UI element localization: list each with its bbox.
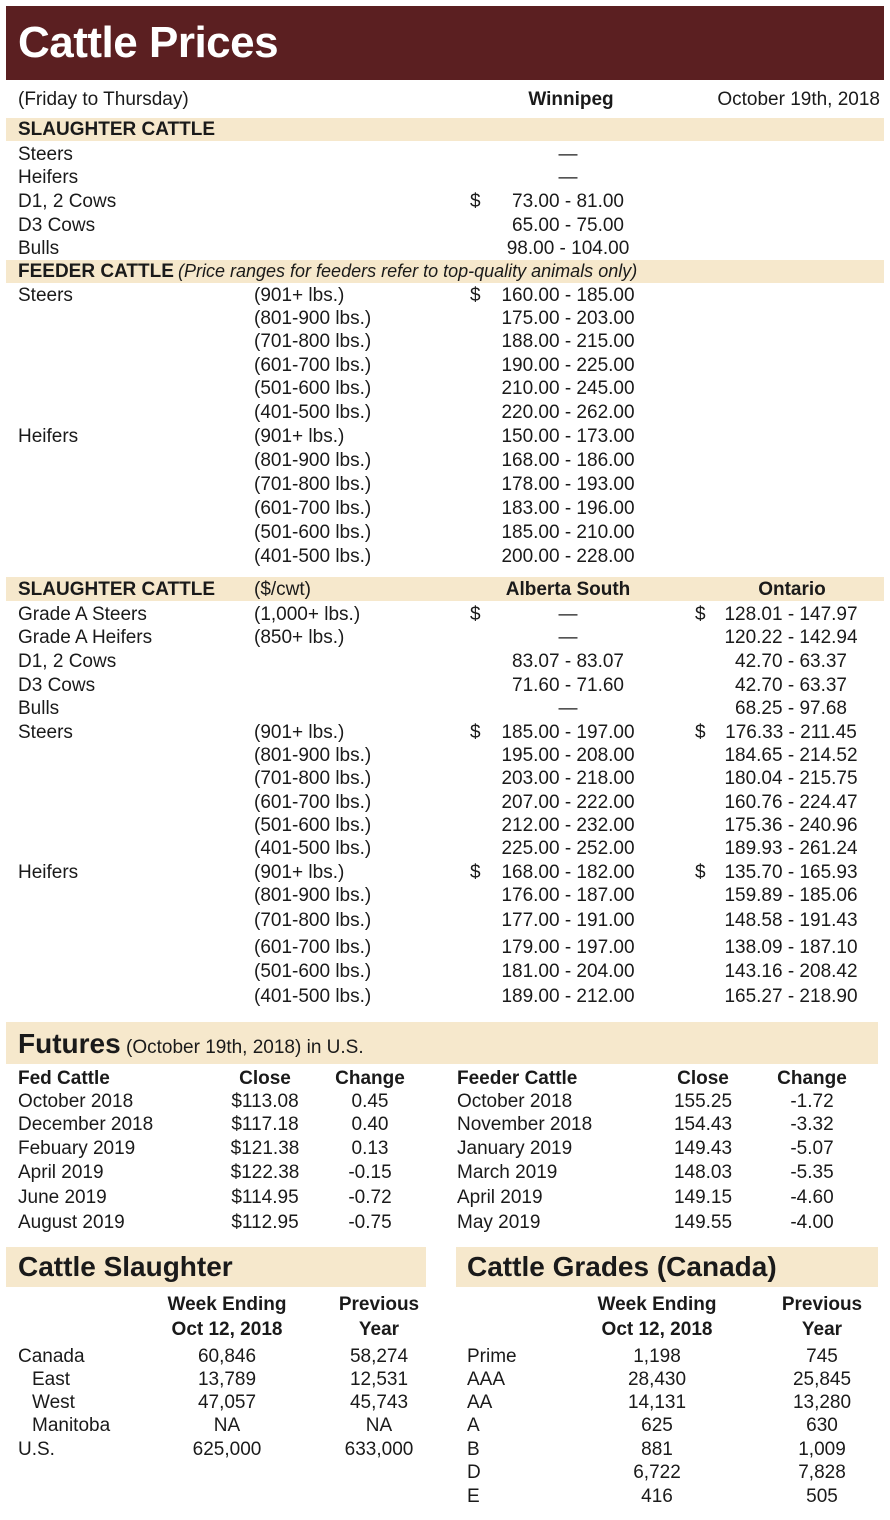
ontario-price: 165.27 - 218.90	[724, 986, 858, 1007]
table-row	[14, 473, 884, 496]
market-label: Winnipeg	[528, 89, 614, 110]
header-year: Year	[358, 1319, 400, 1340]
weight-class: (601-700 lbs.)	[254, 937, 372, 958]
price-range: 185.00 - 210.00	[501, 522, 635, 543]
header-change: Change	[335, 1068, 405, 1089]
table-row	[14, 237, 884, 260]
row-label: D1, 2 Cows	[18, 191, 117, 212]
row-label: A	[467, 1415, 480, 1436]
futures-change: -4.00	[790, 1212, 834, 1233]
ontario-price: 135.70 - 165.93	[724, 862, 858, 883]
header-date: Oct 12, 2018	[601, 1319, 713, 1340]
previous-value: 7,828	[798, 1462, 846, 1483]
futures-change: 0.40	[351, 1114, 389, 1135]
table-row	[14, 354, 884, 377]
row-label: B	[467, 1439, 480, 1460]
weight-class: (1,000+ lbs.)	[254, 604, 361, 625]
row-label: Steers	[18, 722, 73, 743]
table-row	[14, 1485, 884, 1508]
table-row	[14, 791, 884, 814]
weight-class: (401-500 lbs.)	[254, 546, 372, 567]
table-row	[14, 1090, 884, 1113]
futures-change: 0.13	[351, 1138, 389, 1159]
futures-month: October 2018	[18, 1091, 134, 1112]
ontario-price: 175.36 - 240.96	[724, 815, 858, 836]
weight-class: (901+ lbs.)	[254, 426, 345, 447]
week-value: 416	[641, 1486, 673, 1507]
dollar-sign: $	[695, 722, 706, 743]
alberta-price: 207.00 - 222.00	[501, 792, 635, 813]
table-row	[14, 1211, 884, 1234]
table-row	[14, 1438, 884, 1461]
weight-class: (601-700 lbs.)	[254, 355, 372, 376]
winnipeg-slaughter-heading: SLAUGHTER CATTLE	[18, 119, 216, 140]
futures-month: June 2019	[18, 1187, 107, 1208]
price-range: 220.00 - 262.00	[501, 402, 635, 423]
ontario-price: 184.65 - 214.52	[724, 745, 858, 766]
previous-value: 630	[806, 1415, 838, 1436]
row-label: AAA	[467, 1369, 506, 1390]
table-row	[14, 767, 884, 790]
regional-unit: ($/cwt)	[254, 579, 311, 600]
week-value: 28,430	[627, 1369, 687, 1390]
header-year: Year	[801, 1319, 843, 1340]
feeder-futures-header	[14, 1067, 884, 1090]
previous-value: 58,274	[349, 1346, 409, 1367]
futures-close: $113.08	[231, 1091, 299, 1112]
header-previous: Previous	[781, 1294, 863, 1315]
table-row	[14, 721, 884, 744]
ontario-price: 68.25 - 97.68	[735, 698, 847, 719]
futures-month: April 2019	[18, 1162, 104, 1183]
alberta-price: 225.00 - 252.00	[501, 838, 635, 859]
ontario-price: 143.16 - 208.42	[724, 961, 858, 982]
weight-class: (701-800 lbs.)	[254, 768, 372, 789]
alberta-price: —	[558, 604, 578, 625]
table-row	[14, 650, 884, 673]
row-label: Manitoba	[32, 1415, 111, 1436]
alberta-price: 195.00 - 208.00	[501, 745, 635, 766]
price-range: 65.00 - 75.00	[512, 215, 624, 236]
futures-change: -0.15	[348, 1162, 392, 1183]
alberta-price: 71.60 - 71.60	[512, 675, 624, 696]
week-value: 13,789	[197, 1369, 257, 1390]
weight-class: (401-500 lbs.)	[254, 402, 372, 423]
row-label: Heifers	[18, 862, 79, 883]
table-row	[14, 1113, 884, 1136]
alberta-price: 177.00 - 191.00	[501, 910, 635, 931]
table-row	[14, 626, 884, 649]
col-alberta-south: Alberta South	[505, 579, 631, 600]
table-row	[14, 307, 884, 330]
row-label: Bulls	[18, 238, 60, 259]
header-previous: Previous	[338, 1294, 420, 1315]
table-row	[14, 1391, 884, 1414]
row-label: D3 Cows	[18, 675, 96, 696]
price-range: 160.00 - 185.00	[501, 285, 635, 306]
dollar-sign: $	[470, 862, 481, 883]
weight-class: (601-700 lbs.)	[254, 792, 372, 813]
previous-value: 505	[806, 1486, 838, 1507]
futures-close: $117.18	[231, 1114, 299, 1135]
price-range: 200.00 - 228.00	[501, 546, 635, 567]
table-row	[14, 449, 884, 472]
week-value: 881	[641, 1439, 673, 1460]
table-row	[14, 401, 884, 424]
futures-month: December 2018	[18, 1114, 154, 1135]
weight-class: (901+ lbs.)	[254, 722, 345, 743]
table-row	[14, 884, 884, 907]
futures-month: November 2018	[457, 1114, 593, 1135]
previous-value: 745	[806, 1346, 838, 1367]
week-value: 625	[641, 1415, 673, 1436]
previous-value: 13,280	[792, 1392, 852, 1413]
price-range: 73.00 - 81.00	[512, 191, 624, 212]
price-range: 168.00 - 186.00	[501, 450, 635, 471]
table-row	[14, 697, 884, 720]
futures-close: $121.38	[230, 1138, 300, 1159]
previous-value: 25,845	[792, 1369, 852, 1390]
ontario-price: 160.76 - 224.47	[724, 792, 858, 813]
futures-change: -5.35	[790, 1162, 834, 1183]
ontario-price: 159.89 - 185.06	[724, 885, 858, 906]
ontario-price: 176.33 - 211.45	[725, 722, 857, 743]
price-range: —	[558, 144, 578, 165]
futures-title: Futures	[18, 1028, 121, 1059]
table-row	[14, 143, 884, 166]
table-row	[14, 814, 884, 837]
header-close: Close	[239, 1068, 291, 1089]
futures-month: March 2019	[457, 1162, 558, 1183]
row-label: Grade A Steers	[18, 604, 147, 625]
dollar-sign: $	[470, 191, 481, 212]
weight-class: (801-900 lbs.)	[254, 885, 372, 906]
row-label: AA	[467, 1392, 493, 1413]
row-label: D3 Cows	[18, 215, 96, 236]
futures-close: $114.95	[231, 1187, 299, 1208]
table-row	[14, 1414, 884, 1437]
row-label: Canada	[18, 1346, 85, 1367]
regional-heading: SLAUGHTER CATTLE	[18, 579, 216, 600]
futures-change: -3.32	[790, 1114, 834, 1135]
grades-header-2	[14, 1318, 884, 1341]
winnipeg-slaughter-heading-row	[14, 118, 884, 141]
futures-month: Febuary 2019	[18, 1138, 136, 1159]
table-row	[14, 1161, 884, 1184]
table-row	[14, 214, 884, 237]
week-value: 625,000	[192, 1439, 262, 1460]
header-date: Oct 12, 2018	[171, 1319, 283, 1340]
futures-change: -4.60	[790, 1187, 834, 1208]
ontario-price: 120.22 - 142.94	[724, 627, 858, 648]
table-row	[14, 425, 884, 448]
weight-class: (401-500 lbs.)	[254, 986, 372, 1007]
futures-change: -1.72	[790, 1091, 834, 1112]
price-range: 210.00 - 245.00	[501, 378, 635, 399]
grades-header-1	[14, 1293, 884, 1316]
table-row	[14, 545, 884, 568]
previous-value: 45,743	[349, 1392, 409, 1413]
weight-class: (701-800 lbs.)	[254, 331, 372, 352]
table-row	[14, 744, 884, 767]
ontario-price: 138.09 - 187.10	[724, 937, 858, 958]
weight-class: (801-900 lbs.)	[254, 308, 372, 329]
weight-class: (501-600 lbs.)	[254, 815, 372, 836]
week-value: 60,846	[197, 1346, 257, 1367]
header-month: Fed Cattle	[18, 1068, 110, 1089]
dollar-sign: $	[470, 285, 481, 306]
subhead-row	[14, 88, 884, 111]
table-row	[14, 837, 884, 860]
row-label: Steers	[18, 144, 73, 165]
weight-class: (501-600 lbs.)	[254, 378, 372, 399]
price-range: 188.00 - 215.00	[501, 331, 635, 352]
row-label: Prime	[467, 1346, 517, 1367]
table-row	[14, 330, 884, 353]
alberta-price: 168.00 - 182.00	[501, 862, 635, 883]
price-range: —	[558, 167, 578, 188]
futures-month: August 2019	[18, 1212, 125, 1233]
table-row	[14, 1345, 884, 1368]
week-value: 14,131	[627, 1392, 687, 1413]
futures-subtitle: (October 19th, 2018) in U.S.	[126, 1037, 364, 1058]
row-label: E	[467, 1486, 480, 1507]
futures-close: 155.25	[673, 1091, 733, 1112]
table-row	[14, 674, 884, 697]
page-title: Cattle Prices	[18, 18, 279, 67]
ontario-price: 42.70 - 63.37	[735, 651, 847, 672]
title-bar	[6, 6, 884, 80]
previous-value: 1,009	[798, 1439, 846, 1460]
row-label: East	[32, 1369, 71, 1390]
price-range: 175.00 - 203.00	[501, 308, 635, 329]
price-range: 178.00 - 193.00	[501, 474, 635, 495]
header-week-ending: Week Ending	[167, 1294, 287, 1315]
table-row	[14, 1461, 884, 1484]
futures-change: -0.75	[348, 1212, 392, 1233]
row-label: Steers	[18, 285, 73, 306]
table-row	[14, 1368, 884, 1391]
futures-month: October 2018	[457, 1091, 573, 1112]
futures-close: 154.43	[673, 1114, 733, 1135]
week-value: 6,722	[633, 1462, 681, 1483]
week-value: 47,057	[197, 1392, 257, 1413]
futures-close: $122.38	[230, 1162, 300, 1183]
ontario-price: 189.93 - 261.24	[724, 838, 858, 859]
weight-class: (801-900 lbs.)	[254, 450, 372, 471]
dollar-sign: $	[470, 722, 481, 743]
table-row	[14, 985, 884, 1008]
weight-class: (901+ lbs.)	[254, 862, 345, 883]
alberta-price: 189.00 - 212.00	[501, 986, 635, 1007]
futures-change: -0.72	[348, 1187, 392, 1208]
table-row	[14, 909, 884, 932]
table-row	[14, 284, 884, 307]
table-row	[14, 960, 884, 983]
previous-value: NA	[365, 1415, 393, 1436]
alberta-price: 185.00 - 197.00	[501, 722, 635, 743]
ontario-price: 148.58 - 191.43	[724, 910, 858, 931]
futures-month: April 2019	[457, 1187, 543, 1208]
alberta-price: 203.00 - 218.00	[501, 768, 635, 789]
grades-title: Cattle Grades (Canada)	[467, 1251, 777, 1282]
futures-close: 149.15	[673, 1187, 733, 1208]
table-row	[14, 377, 884, 400]
row-label: Bulls	[18, 698, 60, 719]
table-row	[14, 166, 884, 189]
row-label: West	[32, 1392, 75, 1413]
weight-class: (901+ lbs.)	[254, 285, 345, 306]
futures-close: 148.03	[673, 1162, 733, 1183]
table-row	[14, 497, 884, 520]
previous-value: 633,000	[344, 1439, 414, 1460]
weight-class: (850+ lbs.)	[254, 627, 345, 648]
week-value: NA	[213, 1415, 241, 1436]
row-label: Grade A Heifers	[18, 627, 153, 648]
futures-close: $112.95	[231, 1212, 299, 1233]
alberta-price: 176.00 - 187.00	[501, 885, 635, 906]
regional-heading-row	[14, 578, 884, 601]
row-label: D1, 2 Cows	[18, 651, 117, 672]
col-ontario: Ontario	[758, 579, 826, 600]
dollar-sign: $	[695, 604, 706, 625]
price-range: 183.00 - 196.00	[501, 498, 635, 519]
row-label: D	[467, 1462, 481, 1483]
previous-value: 12,531	[349, 1369, 409, 1390]
week-value: 1,198	[633, 1346, 681, 1367]
weight-class: (701-800 lbs.)	[254, 474, 372, 495]
feeder-heading-row	[14, 260, 884, 283]
futures-month: January 2019	[457, 1138, 573, 1159]
table-row	[14, 936, 884, 959]
period-label: (Friday to Thursday)	[18, 89, 189, 110]
weight-class: (701-800 lbs.)	[254, 910, 372, 931]
alberta-price: 212.00 - 232.00	[501, 815, 635, 836]
futures-change: -5.07	[790, 1138, 834, 1159]
weight-class: (601-700 lbs.)	[254, 498, 372, 519]
futures-close: 149.55	[673, 1212, 733, 1233]
ontario-price: 180.04 - 215.75	[724, 768, 858, 789]
table-row	[14, 521, 884, 544]
weight-class: (401-500 lbs.)	[254, 838, 372, 859]
feeder-heading: FEEDER CATTLE	[18, 261, 174, 282]
table-row	[14, 603, 884, 626]
futures-month: May 2019	[457, 1212, 541, 1233]
table-row	[14, 1186, 884, 1209]
weight-class: (501-600 lbs.)	[254, 522, 372, 543]
futures-change: 0.45	[351, 1091, 389, 1112]
price-range: 150.00 - 173.00	[501, 426, 635, 447]
row-label: Heifers	[18, 167, 79, 188]
row-label: U.S.	[18, 1439, 55, 1460]
header-change: Change	[777, 1068, 847, 1089]
header-month: Feeder Cattle	[457, 1068, 578, 1089]
ontario-price: 128.01 - 147.97	[724, 604, 858, 625]
dollar-sign: $	[695, 862, 706, 883]
header-close: Close	[677, 1068, 729, 1089]
weight-class: (501-600 lbs.)	[254, 961, 372, 982]
alberta-price: 181.00 - 204.00	[501, 961, 635, 982]
date-label: October 19th, 2018	[717, 89, 880, 110]
alberta-price: 179.00 - 197.00	[501, 937, 635, 958]
price-range: 98.00 - 104.00	[506, 238, 630, 259]
alberta-price: —	[558, 698, 578, 719]
dollar-sign: $	[470, 604, 481, 625]
alberta-price: 83.07 - 83.07	[512, 651, 624, 672]
feeder-note: (Price ranges for feeders refer to top-quality animals only)	[178, 261, 638, 281]
table-row	[14, 1137, 884, 1160]
row-label: Heifers	[18, 426, 79, 447]
weight-class: (801-900 lbs.)	[254, 745, 372, 766]
price-range: 190.00 - 225.00	[501, 355, 635, 376]
futures-close: 149.43	[673, 1138, 733, 1159]
header-week-ending: Week Ending	[597, 1294, 717, 1315]
table-row	[14, 190, 884, 213]
table-row	[14, 861, 884, 884]
ontario-price: 42.70 - 63.37	[735, 675, 847, 696]
slaughter-title: Cattle Slaughter	[18, 1251, 233, 1282]
alberta-price: —	[558, 627, 578, 648]
